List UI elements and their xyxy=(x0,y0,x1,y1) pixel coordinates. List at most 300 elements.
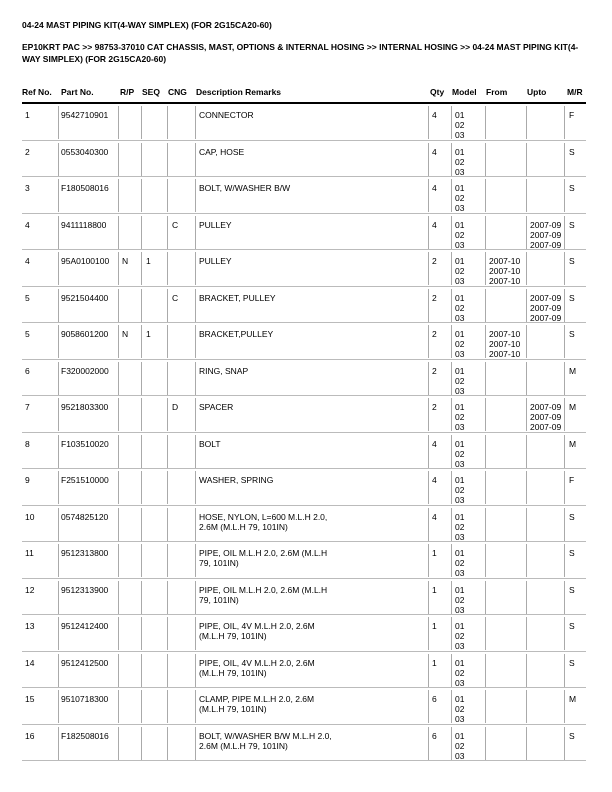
cell-ref: 11 xyxy=(25,548,34,558)
column-divider xyxy=(167,617,168,650)
column-divider xyxy=(141,216,142,249)
cell-part: 9512313800 xyxy=(61,548,109,558)
column-divider xyxy=(526,471,527,504)
cell-qty: 1 xyxy=(432,621,437,631)
cell-model xyxy=(455,220,464,250)
cell-part: F182508016 xyxy=(61,730,109,741)
cell-model xyxy=(455,402,464,432)
cell-upto-line: 2007-09 xyxy=(530,402,562,412)
column-divider xyxy=(195,690,196,723)
column-divider xyxy=(526,252,527,285)
column-divider xyxy=(451,471,452,504)
cell-desc-line: (M.L.H 79, 101IN) xyxy=(199,631,267,641)
column-divider xyxy=(451,216,452,249)
col-header-upto: Upto xyxy=(527,87,547,97)
cell-qty: 2 xyxy=(432,256,437,266)
cell-upto xyxy=(530,220,561,250)
column-divider xyxy=(451,106,452,139)
column-divider xyxy=(564,617,565,650)
column-divider xyxy=(451,252,452,285)
cell-model-line: 03 xyxy=(455,422,465,432)
column-divider xyxy=(141,690,142,723)
cell-part: F180508016 xyxy=(61,183,109,193)
column-divider xyxy=(141,398,142,431)
column-divider xyxy=(526,727,527,760)
column-divider xyxy=(485,435,486,468)
cell-desc xyxy=(199,548,429,568)
cell-ref: 13 xyxy=(25,621,35,631)
cell-from xyxy=(489,329,520,359)
column-divider xyxy=(485,289,486,322)
column-divider xyxy=(58,435,59,468)
cell-desc xyxy=(199,512,429,532)
cell-part: 9521803300 xyxy=(61,402,109,412)
cell-part: 0574825120 xyxy=(61,511,109,522)
column-divider xyxy=(167,398,168,431)
cell-model xyxy=(455,658,464,688)
cell-desc-line: PULLEY xyxy=(199,256,232,266)
cell-upto-line: 2007-09 xyxy=(530,292,562,303)
column-divider xyxy=(118,471,119,504)
cell-qty: 1 xyxy=(432,657,437,668)
column-divider xyxy=(485,654,486,687)
cell-model-line: 03 xyxy=(455,604,465,615)
cell-qty: 2 xyxy=(432,329,437,339)
col-header-from: From xyxy=(486,87,508,97)
cell-desc-line: BOLT, W/WASHER B/W M.L.H 2.0, xyxy=(199,730,332,741)
column-divider xyxy=(141,727,142,760)
column-divider xyxy=(451,325,452,358)
cell-qty: 2 xyxy=(432,365,437,376)
column-divider xyxy=(485,690,486,723)
cell-upto-line: 2007-09 xyxy=(530,219,562,230)
cell-upto-line: 2007-09 xyxy=(530,422,562,432)
column-divider xyxy=(58,362,59,395)
cell-mr: S xyxy=(569,183,575,193)
cell-desc-line: BRACKET, PULLEY xyxy=(199,292,276,303)
cell-qty: 4 xyxy=(432,438,437,449)
cell-qty: 2 xyxy=(432,292,437,303)
column-divider xyxy=(451,581,452,614)
page-title: 04-24 MAST PIPING KIT(4-WAY SIMPLEX) (FOR 2G15CA20-60) xyxy=(22,20,272,30)
column-divider xyxy=(195,143,196,176)
column-divider xyxy=(167,544,168,577)
column-divider xyxy=(58,252,59,285)
column-divider xyxy=(118,252,119,285)
column-divider xyxy=(195,325,196,358)
cell-model-line: 01 xyxy=(455,438,465,449)
cell-model-line: 02 xyxy=(455,667,465,678)
cell-desc xyxy=(199,694,429,714)
cell-ref: 3 xyxy=(25,183,30,193)
cell-desc-line: 2.6M (M.L.H 79, 101IN) xyxy=(199,740,288,751)
column-divider xyxy=(564,325,565,358)
cell-model-line: 03 xyxy=(455,714,465,724)
cell-cng: D xyxy=(172,402,179,412)
cell-ref: 5 xyxy=(25,329,30,339)
column-divider xyxy=(167,325,168,358)
cell-model xyxy=(455,731,464,761)
column-divider xyxy=(195,508,196,541)
cell-model-line: 01 xyxy=(455,730,465,741)
cell-seq: 1 xyxy=(146,329,151,339)
cell-model-line: 02 xyxy=(455,375,465,386)
cell-model-line: 01 xyxy=(455,402,465,412)
column-divider xyxy=(58,690,59,723)
column-divider xyxy=(141,106,142,139)
cell-desc-line: CAP, HOSE xyxy=(199,146,245,157)
column-divider xyxy=(58,617,59,650)
cell-from xyxy=(489,256,520,286)
cell-desc-line: PULLEY xyxy=(199,219,232,230)
cell-desc-line: PIPE, OIL, 4V M.L.H 2.0, 2.6M xyxy=(199,657,315,668)
column-divider xyxy=(58,398,59,431)
column-divider xyxy=(485,216,486,249)
cell-model-line: 03 xyxy=(455,458,465,469)
cell-model-line: 02 xyxy=(455,193,465,203)
cell-part: 9512313900 xyxy=(61,584,109,595)
cell-mr: S xyxy=(569,657,575,668)
cell-desc xyxy=(199,585,429,605)
cell-model-line: 02 xyxy=(455,594,465,605)
cell-qty: 4 xyxy=(432,110,437,120)
column-divider xyxy=(526,398,527,431)
column-divider xyxy=(451,362,452,395)
cell-model-line: 02 xyxy=(455,302,465,313)
cell-model xyxy=(455,621,464,651)
table-row xyxy=(0,579,612,616)
column-divider xyxy=(195,252,196,285)
column-divider xyxy=(118,216,119,249)
column-divider xyxy=(195,617,196,650)
cell-desc xyxy=(199,256,429,266)
column-divider xyxy=(195,179,196,212)
cell-qty: 2 xyxy=(432,402,437,412)
cell-desc-line: 79, 101IN) xyxy=(199,558,239,568)
column-divider xyxy=(564,544,565,577)
cell-from-line: 2007-10 xyxy=(489,276,521,286)
column-divider xyxy=(118,544,119,577)
cell-part: 9058601200 xyxy=(61,329,109,339)
cell-part: 9512412400 xyxy=(61,621,109,631)
column-divider xyxy=(526,435,527,468)
column-divider xyxy=(564,179,565,212)
cell-desc-line: CLAMP, PIPE M.L.H 2.0, 2.6M xyxy=(199,694,315,704)
cell-model xyxy=(455,147,464,177)
column-divider xyxy=(564,581,565,614)
cell-part: 9542710901 xyxy=(61,110,109,120)
column-divider xyxy=(485,106,486,139)
cell-upto-line: 2007-09 xyxy=(530,239,562,250)
column-divider xyxy=(485,143,486,176)
table-row xyxy=(0,141,612,178)
cell-part: 9510718300 xyxy=(61,694,109,704)
cell-desc-line: BOLT xyxy=(199,438,221,449)
cell-upto-line: 2007-09 xyxy=(530,312,562,323)
column-divider xyxy=(118,654,119,687)
cell-model-line: 03 xyxy=(455,239,465,250)
column-divider xyxy=(118,289,119,322)
cell-ref: 1 xyxy=(25,110,30,120)
cell-mr: S xyxy=(569,730,575,741)
cell-from-line: 2007-10 xyxy=(489,339,521,349)
cell-ref: 15 xyxy=(25,694,35,704)
cell-part: 9521504400 xyxy=(61,292,109,303)
cell-ref: 8 xyxy=(25,438,30,449)
cell-desc-line: PIPE, OIL, 4V M.L.H 2.0, 2.6M xyxy=(199,621,315,631)
column-divider xyxy=(485,252,486,285)
column-divider xyxy=(58,179,59,212)
cell-part: F103510020 xyxy=(61,438,109,449)
column-divider xyxy=(58,654,59,687)
column-divider xyxy=(141,289,142,322)
cell-upto-line: 2007-09 xyxy=(530,302,562,313)
cell-model-line: 01 xyxy=(455,219,465,230)
column-divider xyxy=(485,617,486,650)
cell-model-line: 03 xyxy=(455,750,465,761)
cell-mr: M xyxy=(569,365,577,376)
col-header-part: Part No. xyxy=(61,87,94,97)
cell-model xyxy=(455,329,464,359)
cell-ref: 4 xyxy=(25,219,30,230)
column-divider xyxy=(167,581,168,614)
column-divider xyxy=(118,362,119,395)
cell-mr: S xyxy=(569,584,575,595)
cell-ref: 10 xyxy=(25,511,35,522)
column-divider xyxy=(118,727,119,760)
table-row xyxy=(0,615,612,652)
cell-model-line: 02 xyxy=(455,156,465,167)
column-divider xyxy=(485,581,486,614)
column-divider xyxy=(451,727,452,760)
column-divider xyxy=(167,654,168,687)
column-divider xyxy=(167,727,168,760)
cell-desc-line: RING, SNAP xyxy=(199,365,249,376)
column-divider xyxy=(195,727,196,760)
cell-desc xyxy=(199,329,429,339)
column-divider xyxy=(195,289,196,322)
column-divider xyxy=(58,508,59,541)
column-divider xyxy=(118,179,119,212)
cell-mr: S xyxy=(569,548,575,558)
column-divider xyxy=(58,581,59,614)
column-divider xyxy=(526,617,527,650)
cell-upto-line: 2007-09 xyxy=(530,412,562,422)
cell-mr: S xyxy=(569,511,575,522)
column-divider xyxy=(564,690,565,723)
column-divider xyxy=(118,690,119,723)
cell-desc-line: PIPE, OIL M.L.H 2.0, 2.6M (M.L.H xyxy=(199,584,328,595)
cell-model-line: 03 xyxy=(455,385,465,396)
column-divider xyxy=(167,106,168,139)
column-divider xyxy=(118,106,119,139)
table-row xyxy=(0,396,612,433)
table-row xyxy=(0,725,612,762)
col-header-rp: R/P xyxy=(120,87,135,97)
column-divider xyxy=(167,435,168,468)
cell-model xyxy=(455,183,464,213)
cell-qty: 1 xyxy=(432,548,437,558)
breadcrumb: EP10KRT PAC >> 98753-37010 CAT CHASSIS, MAST, OPTIONS & INTERNAL HOSING >> INTERNAL HOSING >> 04-24 MAST PIPING KIT(4-WAY SIMPLEX) (FOR 2G15CA20-60) xyxy=(22,42,579,64)
cell-model-line: 03 xyxy=(455,495,465,505)
column-divider xyxy=(58,143,59,176)
cell-model-line: 02 xyxy=(455,448,465,459)
cell-model-line: 03 xyxy=(455,677,465,688)
table-row xyxy=(0,652,612,689)
column-divider xyxy=(118,435,119,468)
column-divider xyxy=(451,508,452,541)
cell-model xyxy=(455,585,464,615)
cell-from-line: 2007-10 xyxy=(489,349,521,359)
cell-mr: S xyxy=(569,621,575,631)
col-header-mr: M/R xyxy=(567,87,583,97)
table-row xyxy=(0,360,612,397)
column-divider xyxy=(564,143,565,176)
column-divider xyxy=(195,362,196,395)
column-divider xyxy=(58,471,59,504)
column-divider xyxy=(195,581,196,614)
column-divider xyxy=(564,508,565,541)
cell-ref: 6 xyxy=(25,365,30,376)
cell-cng: C xyxy=(172,219,179,230)
cell-qty: 4 xyxy=(432,511,437,522)
column-divider xyxy=(485,471,486,504)
column-divider xyxy=(451,617,452,650)
column-divider xyxy=(451,654,452,687)
column-divider xyxy=(141,654,142,687)
column-divider xyxy=(141,362,142,395)
cell-ref: 14 xyxy=(25,657,35,668)
cell-model-line: 03 xyxy=(455,166,465,177)
cell-model-line: 02 xyxy=(455,120,465,130)
cell-desc xyxy=(199,220,429,230)
column-divider xyxy=(167,289,168,322)
cell-rp: N xyxy=(122,329,129,339)
cell-mr: F xyxy=(569,110,575,120)
cell-desc-line: HOSE, NYLON, L=600 M.L.H 2.0, xyxy=(199,511,328,522)
cell-mr: S xyxy=(569,292,575,303)
table-row xyxy=(0,250,612,287)
column-divider xyxy=(485,325,486,358)
column-divider xyxy=(526,216,527,249)
col-header-desc: Description Remarks xyxy=(196,87,282,97)
cell-desc xyxy=(199,147,429,157)
table-row xyxy=(0,506,612,543)
cell-desc-line: BOLT, W/WASHER B/W xyxy=(199,183,291,193)
column-divider xyxy=(195,435,196,468)
col-header-model: Model xyxy=(452,87,477,97)
column-divider xyxy=(58,289,59,322)
column-divider xyxy=(141,252,142,285)
cell-ref: 16 xyxy=(25,730,35,741)
cell-model-line: 01 xyxy=(455,329,465,339)
cell-model-line: 01 xyxy=(455,365,465,376)
col-header-ref: Ref No. xyxy=(22,87,52,97)
column-divider xyxy=(526,544,527,577)
column-divider xyxy=(58,216,59,249)
column-divider xyxy=(526,325,527,358)
column-divider xyxy=(526,179,527,212)
cell-from-line: 2007-10 xyxy=(489,256,521,266)
cell-qty: 6 xyxy=(432,730,437,741)
column-divider xyxy=(526,106,527,139)
cell-desc-line: 79, 101IN) xyxy=(199,594,239,605)
cell-model-line: 01 xyxy=(455,511,465,522)
column-divider xyxy=(167,252,168,285)
cell-part: 95A0100100 xyxy=(61,256,110,266)
cell-mr: M xyxy=(569,694,577,704)
cell-model-line: 02 xyxy=(455,740,465,751)
cell-model-line: 03 xyxy=(455,641,465,651)
cell-part: F320002000 xyxy=(61,365,109,376)
column-divider xyxy=(118,617,119,650)
cell-model-line: 02 xyxy=(455,412,465,422)
cell-model xyxy=(455,694,464,724)
column-divider xyxy=(564,106,565,139)
cell-model-line: 03 xyxy=(455,276,465,286)
cell-desc-line: (M.L.H 79, 101IN) xyxy=(199,704,267,714)
cell-desc xyxy=(199,366,429,376)
column-divider xyxy=(118,508,119,541)
column-divider xyxy=(526,508,527,541)
column-divider xyxy=(141,179,142,212)
column-divider xyxy=(195,106,196,139)
cell-ref: 7 xyxy=(25,402,30,412)
col-header-seq: SEQ xyxy=(142,87,160,97)
cell-mr: M xyxy=(569,438,577,449)
column-divider xyxy=(58,106,59,139)
column-divider xyxy=(167,471,168,504)
column-divider xyxy=(564,252,565,285)
column-divider xyxy=(485,362,486,395)
cell-desc-line: (M.L.H 79, 101IN) xyxy=(199,667,267,678)
cell-ref: 2 xyxy=(25,146,30,157)
column-divider xyxy=(141,508,142,541)
cell-qty: 4 xyxy=(432,183,437,193)
column-divider xyxy=(564,216,565,249)
cell-model-line: 01 xyxy=(455,657,465,668)
column-divider xyxy=(141,581,142,614)
row-divider xyxy=(22,760,586,761)
table-row xyxy=(0,688,612,725)
cell-part: 9512412500 xyxy=(61,657,109,668)
cell-model xyxy=(455,512,464,542)
cell-model-line: 02 xyxy=(455,339,465,349)
column-divider xyxy=(526,654,527,687)
cell-part: 9411118800 xyxy=(61,219,107,230)
column-divider xyxy=(195,216,196,249)
cell-desc xyxy=(199,183,429,193)
col-header-qty: Qty xyxy=(430,87,445,97)
column-divider xyxy=(195,398,196,431)
column-divider xyxy=(451,398,452,431)
column-divider xyxy=(167,216,168,249)
cell-model-line: 01 xyxy=(455,256,465,266)
column-divider xyxy=(564,654,565,687)
cell-part: F251510000 xyxy=(61,475,109,485)
cell-model-line: 01 xyxy=(455,183,465,193)
column-divider xyxy=(485,179,486,212)
cell-model xyxy=(455,110,464,140)
column-divider xyxy=(58,325,59,358)
cell-part: 0553040300 xyxy=(61,146,109,157)
cell-desc xyxy=(199,658,429,678)
cell-ref: 9 xyxy=(25,475,30,485)
column-divider xyxy=(485,727,486,760)
col-header-cng: CNG xyxy=(168,87,187,97)
column-divider xyxy=(195,654,196,687)
cell-model-line: 01 xyxy=(455,694,465,704)
